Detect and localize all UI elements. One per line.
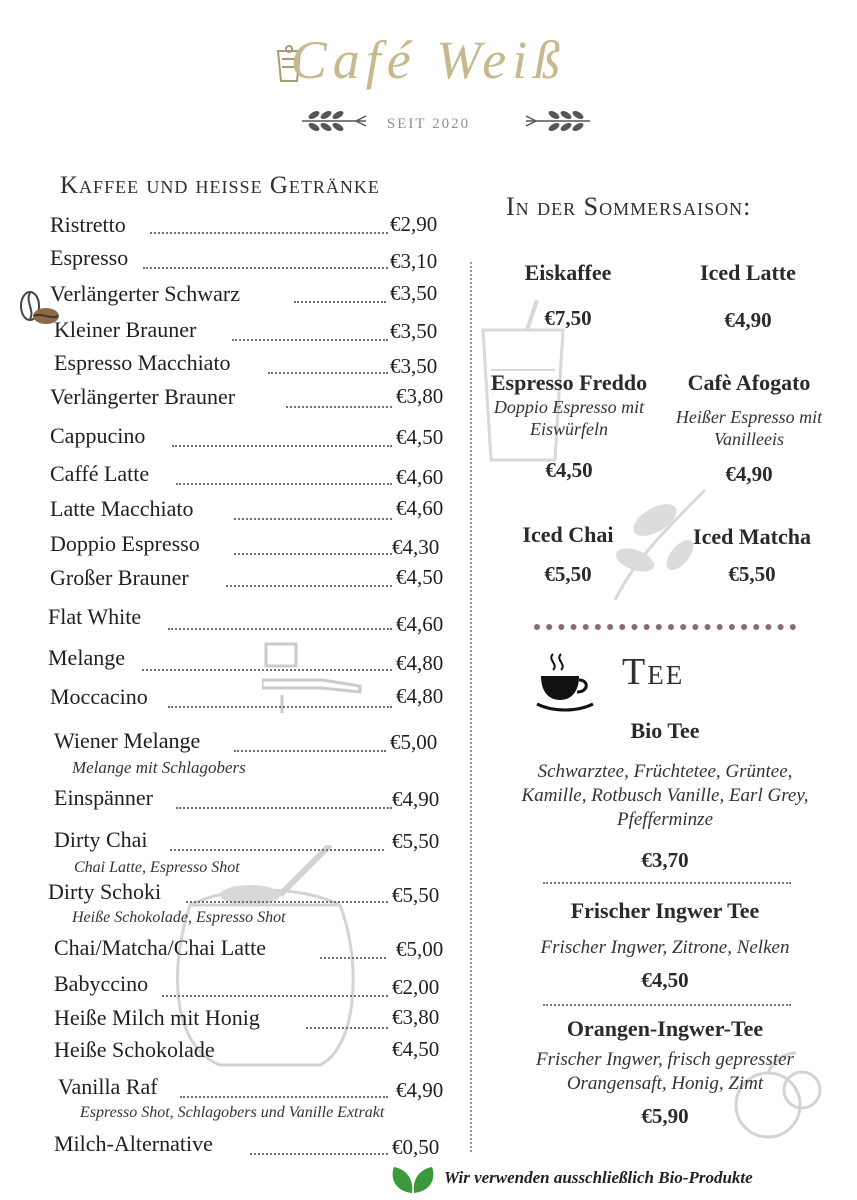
item-name: Moccacino <box>50 684 148 709</box>
menu-item <box>0 1131 470 1161</box>
item-description: Doppio Espresso mit Eiswürfeln <box>493 397 645 439</box>
item-price: €3,10 <box>390 249 438 273</box>
item-price: €4,50 <box>641 968 689 992</box>
dot-leader <box>226 585 392 587</box>
item-name: Eiskaffee <box>524 260 612 285</box>
item-price: €5,00 <box>390 730 438 754</box>
dot-leader <box>268 372 388 374</box>
menu-item <box>0 1005 470 1035</box>
item-price: €2,90 <box>390 212 438 236</box>
item-price: €2,00 <box>392 975 440 999</box>
item-name: Wiener Melange <box>54 728 201 753</box>
item-price: €4,80 <box>396 684 444 708</box>
bio-note: Wir verwenden ausschließlich Bio-Produkte <box>444 1168 753 1187</box>
item-name: Latte Macchiato <box>50 496 194 521</box>
item-name: Doppio Espresso <box>50 531 200 556</box>
logo <box>0 28 857 92</box>
item-name: Iced Latte <box>700 260 796 285</box>
item-name: Bio Tee <box>630 718 700 743</box>
item-price: €5,50 <box>544 562 592 586</box>
dot-leader <box>150 232 388 234</box>
dot-leader <box>306 1027 388 1029</box>
item-name: Orangen-Ingwer-Tee <box>566 1016 764 1041</box>
menu-item <box>0 827 470 876</box>
menu-item <box>0 317 470 347</box>
item-name: Kleiner Brauner <box>54 317 197 342</box>
item-name: Einspänner <box>54 785 153 810</box>
item-description: Schwarztee, Früchtetee, Grüntee, Kamille, Rotbusch Vanille, Earl Grey, Pfefferminze <box>521 761 809 830</box>
summer-item <box>668 260 828 333</box>
kaffee-section-title: Kaffee und heisse Getränke <box>60 172 380 199</box>
item-price: €4,90 <box>392 787 440 811</box>
item-name: Iced Chai <box>522 522 614 547</box>
item-price: €4,60 <box>396 465 444 489</box>
dot-leader <box>176 807 392 809</box>
item-name: Espresso Freddo <box>490 370 648 395</box>
item-price: €4,50 <box>396 425 444 449</box>
item-price: €5,50 <box>392 829 440 853</box>
item-price: €4,90 <box>724 308 772 332</box>
menu-item <box>0 461 470 491</box>
menu-item <box>0 879 470 926</box>
item-description: Frischer Ingwer, frisch gepresster Orangensaft, Honig, Zimt <box>536 1049 794 1094</box>
summer-item <box>488 522 648 587</box>
dot-leader <box>232 339 388 341</box>
dot-leader <box>250 1153 388 1155</box>
item-name: Espresso Macchiato <box>54 350 231 375</box>
item-price: €4,50 <box>396 565 444 589</box>
item-name: Chai/Matcha/Chai Latte <box>54 935 266 960</box>
item-name: Dirty Schoki <box>48 879 162 904</box>
item-description: Chai Latte, Espresso Shot <box>74 859 240 876</box>
item-price: €5,50 <box>392 883 440 907</box>
menu-item <box>0 728 470 777</box>
dot-leader <box>294 301 386 303</box>
item-price: €0,50 <box>392 1135 440 1159</box>
item-name: Verlängerter Schwarz <box>50 281 240 306</box>
menu-item <box>0 423 470 453</box>
item-name: Vanilla Raf <box>58 1074 158 1099</box>
tea-item <box>500 898 830 993</box>
dot-leader <box>170 849 384 851</box>
menu-item <box>0 1074 470 1121</box>
tea-divider <box>543 1004 791 1006</box>
summer-item <box>474 370 664 483</box>
dot-leader <box>168 628 392 630</box>
sommer-section-title: In der Sommersaison: <box>506 192 752 221</box>
item-price: €4,50 <box>545 458 593 482</box>
item-price: €4,60 <box>396 612 444 636</box>
dot-leader <box>176 483 392 485</box>
item-price: €4,90 <box>725 462 773 486</box>
teacup-icon <box>535 650 595 716</box>
menu-item <box>0 645 470 675</box>
menu-item <box>0 531 470 561</box>
dot-leader <box>234 553 392 555</box>
column-divider <box>470 262 472 1152</box>
tea-divider <box>543 882 791 884</box>
menu-item <box>0 684 470 714</box>
leaf-icon <box>390 1165 436 1199</box>
item-price: €5,00 <box>396 937 444 961</box>
item-name: Melange <box>48 645 125 670</box>
menu-item <box>0 212 470 242</box>
item-name: Espresso <box>50 245 129 270</box>
dot-leader <box>234 518 392 520</box>
item-price: €7,50 <box>544 306 592 330</box>
tea-item <box>500 1016 830 1129</box>
item-name: Dirty Chai <box>54 827 148 852</box>
item-price: €4,80 <box>396 651 444 675</box>
item-description: Heißer Espresso mit Vanilleeis <box>675 407 823 449</box>
summer-item <box>488 260 648 331</box>
item-name: Verlängerter Brauner <box>50 384 236 409</box>
tee-section-title: Tee <box>622 651 685 693</box>
dot-leader <box>172 445 392 447</box>
item-name: Frischer Ingwer Tee <box>570 898 760 923</box>
item-price: €3,80 <box>392 1005 440 1029</box>
menu-item <box>0 565 470 595</box>
summer-item <box>664 370 834 487</box>
menu-item <box>0 350 470 380</box>
item-price: €4,50 <box>392 1037 440 1061</box>
item-description: Melange mit Schlagobers <box>72 758 246 777</box>
item-name: Babyccino <box>54 971 149 996</box>
item-price: €4,30 <box>392 535 440 559</box>
menu-item <box>0 245 470 275</box>
menu-item <box>0 785 470 815</box>
menu-item <box>0 496 470 526</box>
item-name: Flat White <box>48 604 142 629</box>
summer-item <box>672 524 832 587</box>
item-name: Großer Brauner <box>50 565 189 590</box>
item-name: Cafè Afogato <box>687 370 811 395</box>
item-price: €3,80 <box>396 384 444 408</box>
dot-leader <box>143 267 388 269</box>
dot-leader <box>162 995 388 997</box>
item-name: Heiße Milch mit Honig <box>54 1005 260 1030</box>
item-description: Heiße Schokolade, Espresso Shot <box>72 909 286 926</box>
item-price: €3,70 <box>641 848 689 872</box>
dot-leader <box>186 901 388 903</box>
logo-title: Café Weiß <box>290 30 567 90</box>
dot-leader <box>286 406 392 408</box>
dot-leader <box>320 957 386 959</box>
item-price: €3,50 <box>390 354 438 378</box>
menu-item <box>0 281 470 311</box>
item-name: Milch-Alternative <box>54 1131 213 1156</box>
item-description: Frischer Ingwer, Zitrone, Nelken <box>540 937 790 958</box>
tea-item <box>500 718 830 873</box>
menu-item <box>0 384 470 414</box>
dot-leader <box>180 1096 388 1098</box>
item-name: Ristretto <box>50 212 126 237</box>
sprig-right-icon <box>522 108 592 138</box>
dot-leader <box>142 669 392 671</box>
item-price: €5,90 <box>641 1104 689 1128</box>
item-name: Cappucino <box>50 423 146 448</box>
item-price: €3,50 <box>390 281 438 305</box>
menu-item <box>0 1037 470 1067</box>
menu-item <box>0 604 470 634</box>
section-separator <box>534 624 796 630</box>
item-price: €5,50 <box>728 562 776 586</box>
item-price: €3,50 <box>390 319 438 343</box>
menu-item <box>0 971 470 1001</box>
item-name: Caffé Latte <box>50 461 150 486</box>
item-name: Iced Matcha <box>693 524 811 549</box>
item-price: €4,60 <box>396 496 444 520</box>
since-label: SEIT 2020 <box>386 116 471 132</box>
dot-leader <box>234 750 386 752</box>
item-name: Heiße Schokolade <box>54 1037 215 1062</box>
item-description: Espresso Shot, Schlagobers und Vanille Extrakt <box>80 1104 385 1121</box>
menu-item <box>0 935 470 965</box>
dot-leader <box>168 706 392 708</box>
item-price: €4,90 <box>396 1078 444 1102</box>
